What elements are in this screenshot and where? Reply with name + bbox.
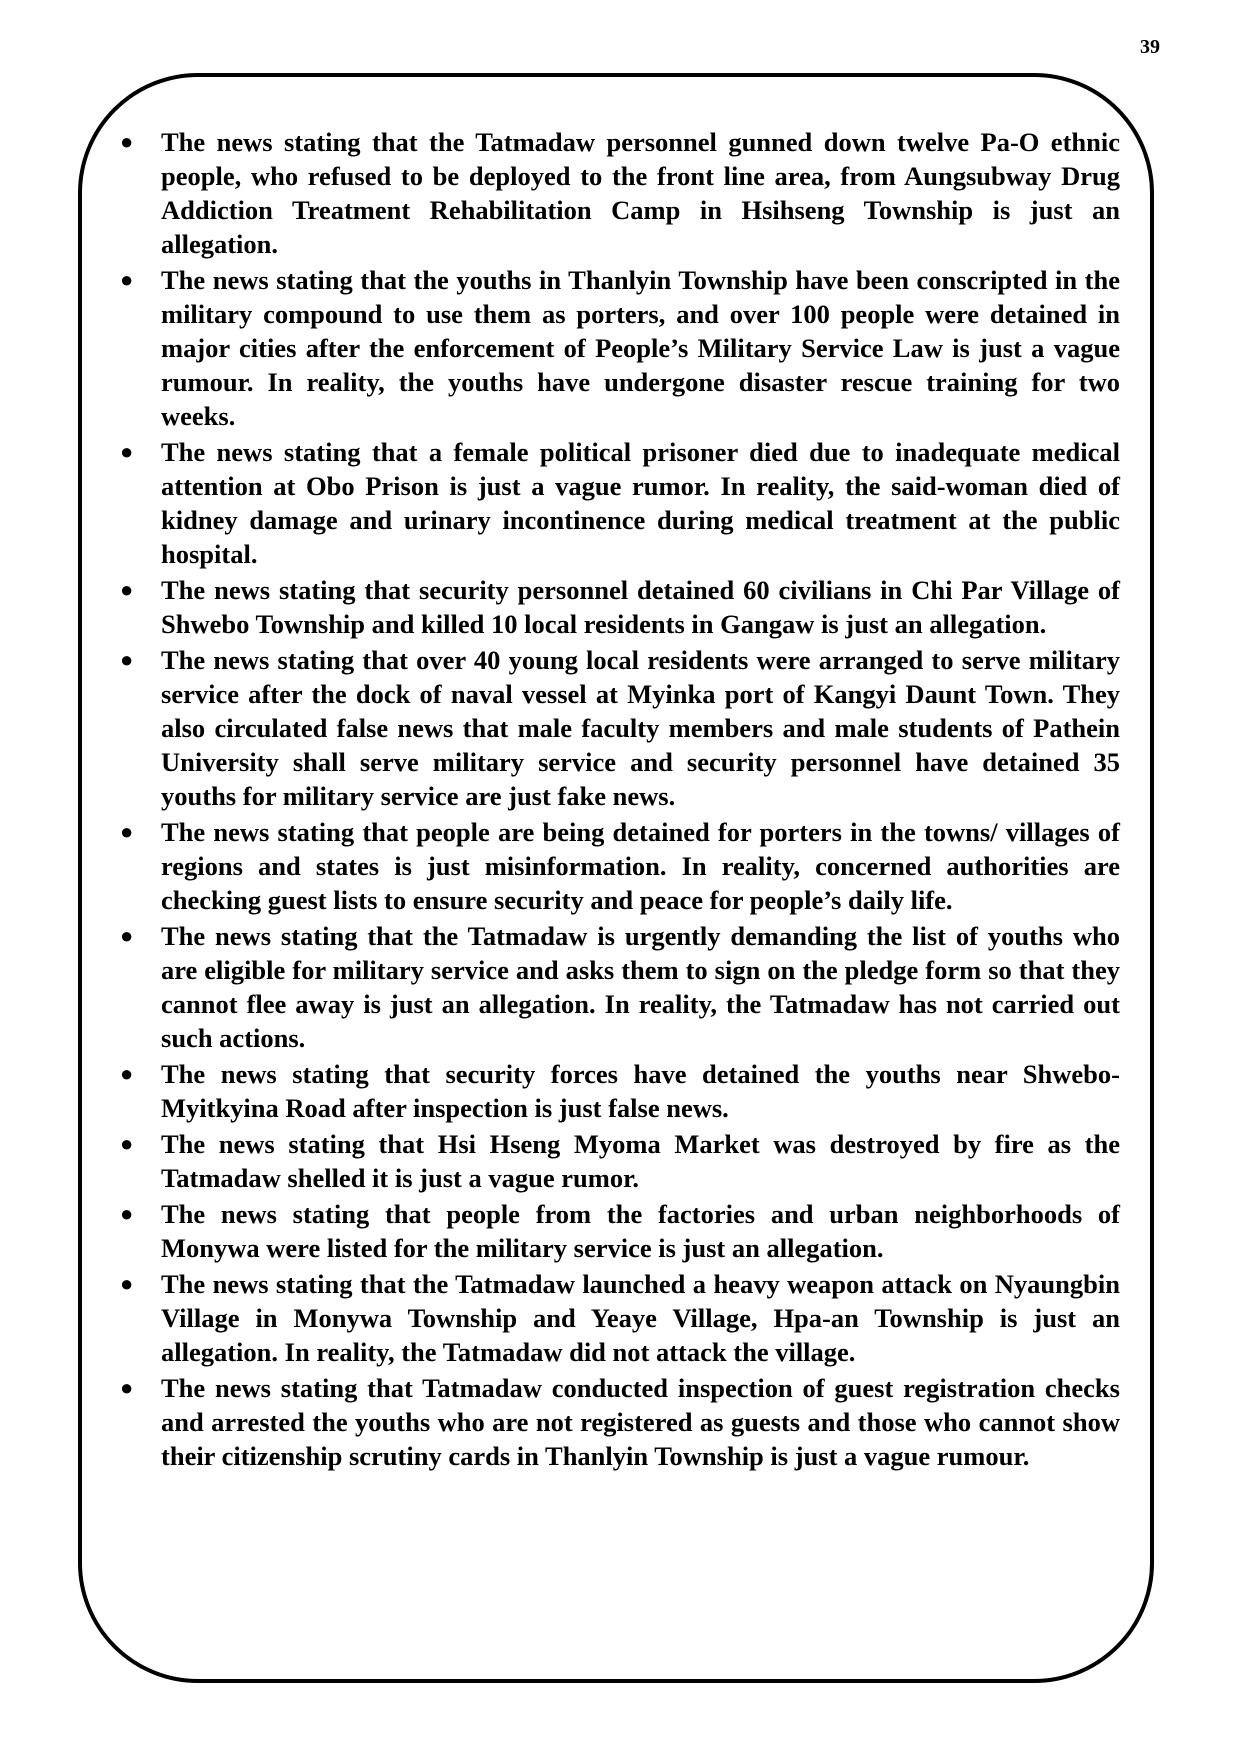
bullet-item: [118, 573, 1120, 641]
bullet-text: The news stating that Tatmadaw conducted inspection of guest registration checks and arrested the youths who are not registered as guests and those who cannot show their citizenship scrutiny cards in Thanlyin Township is just a vague rumour.: [161, 1373, 1120, 1471]
bullet-icon: ●: [120, 129, 134, 154]
bullet-icon: ●: [120, 439, 134, 464]
bullet-icon: ●: [120, 647, 134, 672]
bullet-icon: ●: [120, 819, 134, 844]
bullet-text: The news stating that people are being detained for porters in the towns/ villages of regions and states is just misinformation. In reality, concerned authorities are checking guest lists to ensure security and peace for people’s daily life.: [161, 817, 1120, 915]
bullet-item: [118, 643, 1120, 813]
bullet-item: [118, 125, 1120, 261]
bullet-text: The news stating that the Tatmadaw is urgently demanding the list of youths who are eligible for military service and asks them to sign on the pledge form so that they cannot flee away is just an allegation. In reality, the Tatmadaw has not carried out such actions.: [161, 921, 1120, 1053]
bullet-text: The news stating that people from the factories and urban neighborhoods of Monywa were listed for the military service is just an allegation.: [161, 1199, 1120, 1263]
bullet-item: [118, 815, 1120, 917]
bullet-icon: ●: [120, 1061, 134, 1086]
bullet-text: The news stating that over 40 young local residents were arranged to serve military service after the dock of naval vessel at Myinka port of Kangyi Daunt Town. They also circulated false news that male faculty members and male students of Pathein University shall serve military service and security personnel have detained 35 youths for military service are just fake news.: [161, 645, 1120, 811]
bullet-item: [118, 1371, 1120, 1473]
bullet-text: The news stating that security personnel detained 60 civilians in Chi Par Village of Shwebo Township and killed 10 local residents in Gangaw is just an allegation.: [161, 575, 1120, 639]
bullet-icon: ●: [120, 1375, 134, 1400]
bullet-text: The news stating that a female political prisoner died due to inadequate medical attention at Obo Prison is just a vague rumor. In reality, the said-woman died of kidney damage and urinary incontinence during medical treatment at the public hospital.: [161, 437, 1120, 569]
bullet-item: [118, 263, 1120, 433]
bullet-icon: ●: [120, 577, 134, 602]
bullet-icon: ●: [120, 1131, 134, 1156]
bullet-text: The news stating that security forces have detained the youths near Shwebo-Myitkyina Road after inspection is just false news.: [161, 1059, 1120, 1123]
bullet-text: The news stating that the Tatmadaw personnel gunned down twelve Pa-O ethnic people, who refused to be deployed to the front line area, from Aungsubway Drug Addiction Treatment Rehabilitation Camp in Hsihseng Township is just an allegation.: [161, 127, 1120, 259]
bullet-text: The news stating that the youths in Thanlyin Township have been conscripted in the military compound to use them as porters, and over 100 people were detained in major cities after the enforcement of People’s Military Service Law is just a vague rumour. In reality, the youths have undergone disaster rescue training for two weeks.: [161, 265, 1120, 431]
bullet-icon: ●: [120, 1201, 134, 1226]
bullet-icon: ●: [120, 923, 134, 948]
bullet-icon: ●: [120, 1271, 134, 1296]
bullet-item: [118, 1057, 1120, 1125]
bullet-list: [118, 125, 1120, 1475]
page-number: 39: [1140, 36, 1160, 58]
bullet-icon: ●: [120, 267, 134, 292]
bullet-item: [118, 1267, 1120, 1369]
bullet-item: [118, 1197, 1120, 1265]
bullet-item: [118, 919, 1120, 1055]
bullet-item: [118, 435, 1120, 571]
bullet-text: The news stating that the Tatmadaw launched a heavy weapon attack on Nyaungbin Village in Monywa Township and Yeaye Village, Hpa-an Township is just an allegation. In reality, the Tatmadaw did not attack the village.: [161, 1269, 1120, 1367]
bullet-item: [118, 1127, 1120, 1195]
bullet-text: The news stating that Hsi Hseng Myoma Market was destroyed by fire as the Tatmadaw shelled it is just a vague rumor.: [161, 1129, 1120, 1193]
